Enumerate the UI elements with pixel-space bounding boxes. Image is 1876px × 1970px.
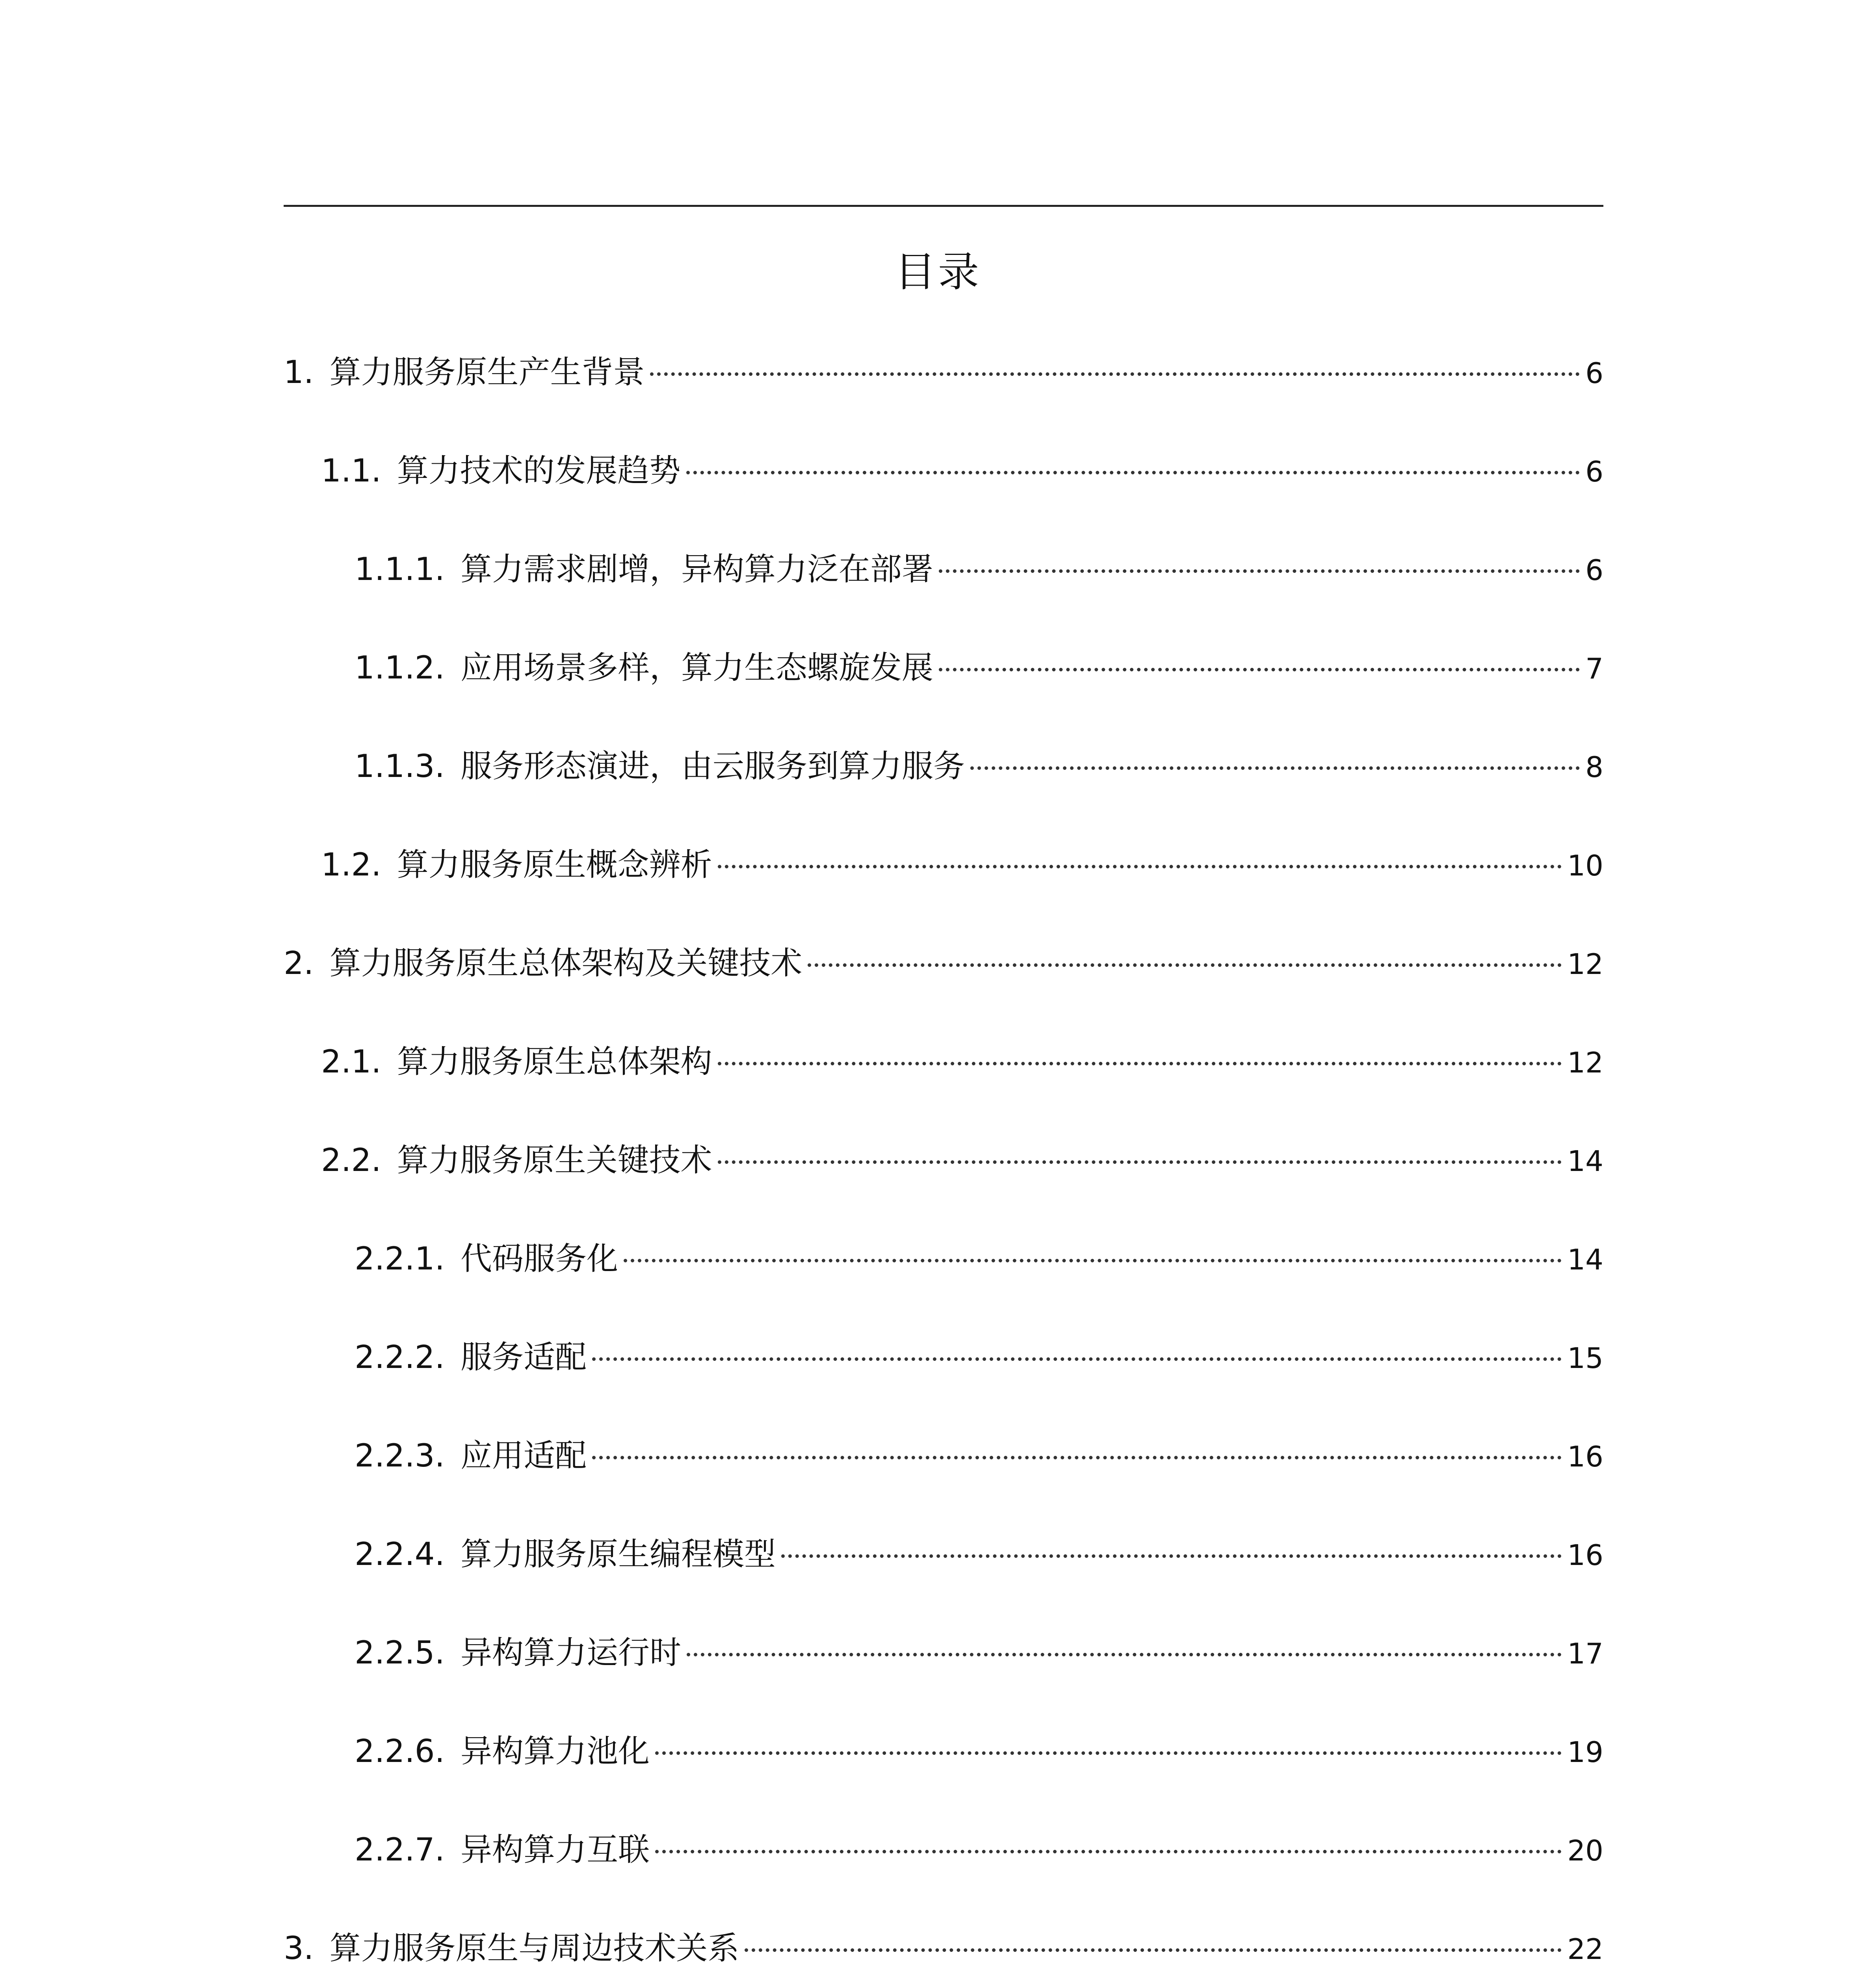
toc-dot-leader [939,668,1580,671]
toc-entry-number: 2. [284,945,314,981]
toc-entry[interactable] [355,644,1603,691]
toc-entry-page: 15 [1567,1342,1603,1375]
toc-entry-number: 2.2.3. [355,1437,445,1474]
toc-entry-title: 算力服务原生总体架构及关键技术 [329,945,802,981]
toc-entry-number: 2.1. [321,1043,381,1080]
toc-entry-title: 算力服务原生总体架构 [397,1043,712,1080]
toc-dot-leader [970,766,1580,770]
toc-entry-number: 1.1.3. [355,748,445,784]
toc-entry-number: 2.2.7. [355,1831,445,1868]
toc-dot-leader [650,372,1580,376]
toc-dot-leader [808,963,1562,967]
toc-entry-page: 19 [1567,1736,1603,1769]
toc-entry-page: 17 [1567,1637,1603,1670]
toc-entry[interactable] [284,940,1603,987]
toc-entry[interactable] [321,447,1603,494]
toc-entry-number: 2.2.2. [355,1339,445,1375]
toc-entry-title: 算力需求剧增，异构算力泛在部署 [460,551,933,587]
toc-entry-page: 16 [1567,1440,1603,1473]
toc-entry[interactable] [355,1826,1603,1873]
toc-entry-title: 服务适配 [460,1339,587,1375]
toc-entry[interactable] [321,1038,1603,1085]
toc-entry-number: 2.2.4. [355,1536,445,1572]
toc-dot-leader [655,1850,1562,1853]
toc-entry[interactable] [321,1137,1603,1184]
toc-dot-leader [781,1554,1562,1558]
toc-entry[interactable] [284,1925,1603,1970]
toc-entry-number: 2.2.1. [355,1240,445,1277]
toc-entry-number: 1.1.1. [355,551,445,587]
toc-entry-number: 1.2. [321,846,381,883]
toc-entry-page: 8 [1585,751,1603,784]
toc-entry[interactable] [355,1728,1603,1775]
toc-entry-page: 10 [1567,849,1603,882]
toc-entry-title: 异构算力运行时 [460,1634,681,1671]
toc-entry-page: 12 [1567,948,1603,981]
toc-entry[interactable] [355,1629,1603,1676]
toc-entry-number: 2.2.5. [355,1634,445,1671]
toc-title: 目录 [894,248,981,296]
toc-entry-number: 1.1. [321,452,381,489]
toc-entry-title: 服务形态演进，由云服务到算力服务 [460,748,965,784]
toc-entry-number: 1. [284,354,314,390]
toc-entry-page: 14 [1567,1145,1603,1178]
toc-entry[interactable] [355,1235,1603,1282]
toc-entry[interactable] [355,743,1603,790]
toc-entry-number: 2.2. [321,1142,381,1178]
toc-entry-title: 异构算力互联 [460,1831,650,1868]
toc-dot-leader [655,1751,1562,1755]
toc-entry-title: 算力技术的发展趋势 [397,452,681,489]
toc-entry-title: 算力服务原生编程模型 [460,1536,776,1572]
toc-entry-page: 7 [1585,652,1603,685]
toc-entry-title: 算力服务原生关键技术 [397,1142,712,1178]
toc-entry[interactable] [355,1432,1603,1479]
toc-entry-title: 应用场景多样，算力生态螺旋发展 [460,649,933,686]
toc-entry[interactable] [355,1334,1603,1381]
toc-dot-leader [686,471,1580,474]
toc-dot-leader [718,865,1562,868]
toc-entry[interactable] [355,1531,1603,1578]
toc-entry-page: 22 [1567,1933,1603,1966]
toc-dot-leader [718,1160,1562,1164]
toc-entry[interactable] [321,841,1603,888]
toc-dot-leader [939,569,1580,573]
toc-entry-number: 2.2.6. [355,1733,445,1769]
toc-entry-page: 6 [1585,357,1603,390]
toc-dot-leader [745,1948,1562,1952]
toc-entry-page: 6 [1585,455,1603,488]
toc-entry-title: 异构算力池化 [460,1733,650,1769]
toc-entry-number: 3. [284,1930,314,1966]
toc-entry-title: 代码服务化 [460,1240,618,1277]
toc-dot-leader [592,1456,1562,1459]
toc-entry-title: 算力服务原生产生背景 [329,354,645,390]
toc-entry-page: 16 [1567,1539,1603,1572]
toc-entry-title: 算力服务原生概念辨析 [397,846,712,883]
toc-entry-page: 14 [1567,1243,1603,1276]
toc-dot-leader [687,1653,1562,1656]
toc-entry-title: 应用适配 [460,1437,587,1474]
toc-dot-leader [718,1062,1562,1065]
toc-entry-page: 6 [1585,554,1603,587]
toc-entry-title: 算力服务原生与周边技术关系 [329,1930,739,1966]
toc-entry-number: 1.1.2. [355,649,445,686]
toc-dot-leader [624,1259,1562,1262]
toc-entry[interactable] [355,546,1603,593]
toc-entry-page: 20 [1567,1834,1603,1867]
toc-entry[interactable] [284,349,1603,396]
toc-dot-leader [592,1357,1562,1361]
toc-entry-page: 12 [1567,1046,1603,1079]
